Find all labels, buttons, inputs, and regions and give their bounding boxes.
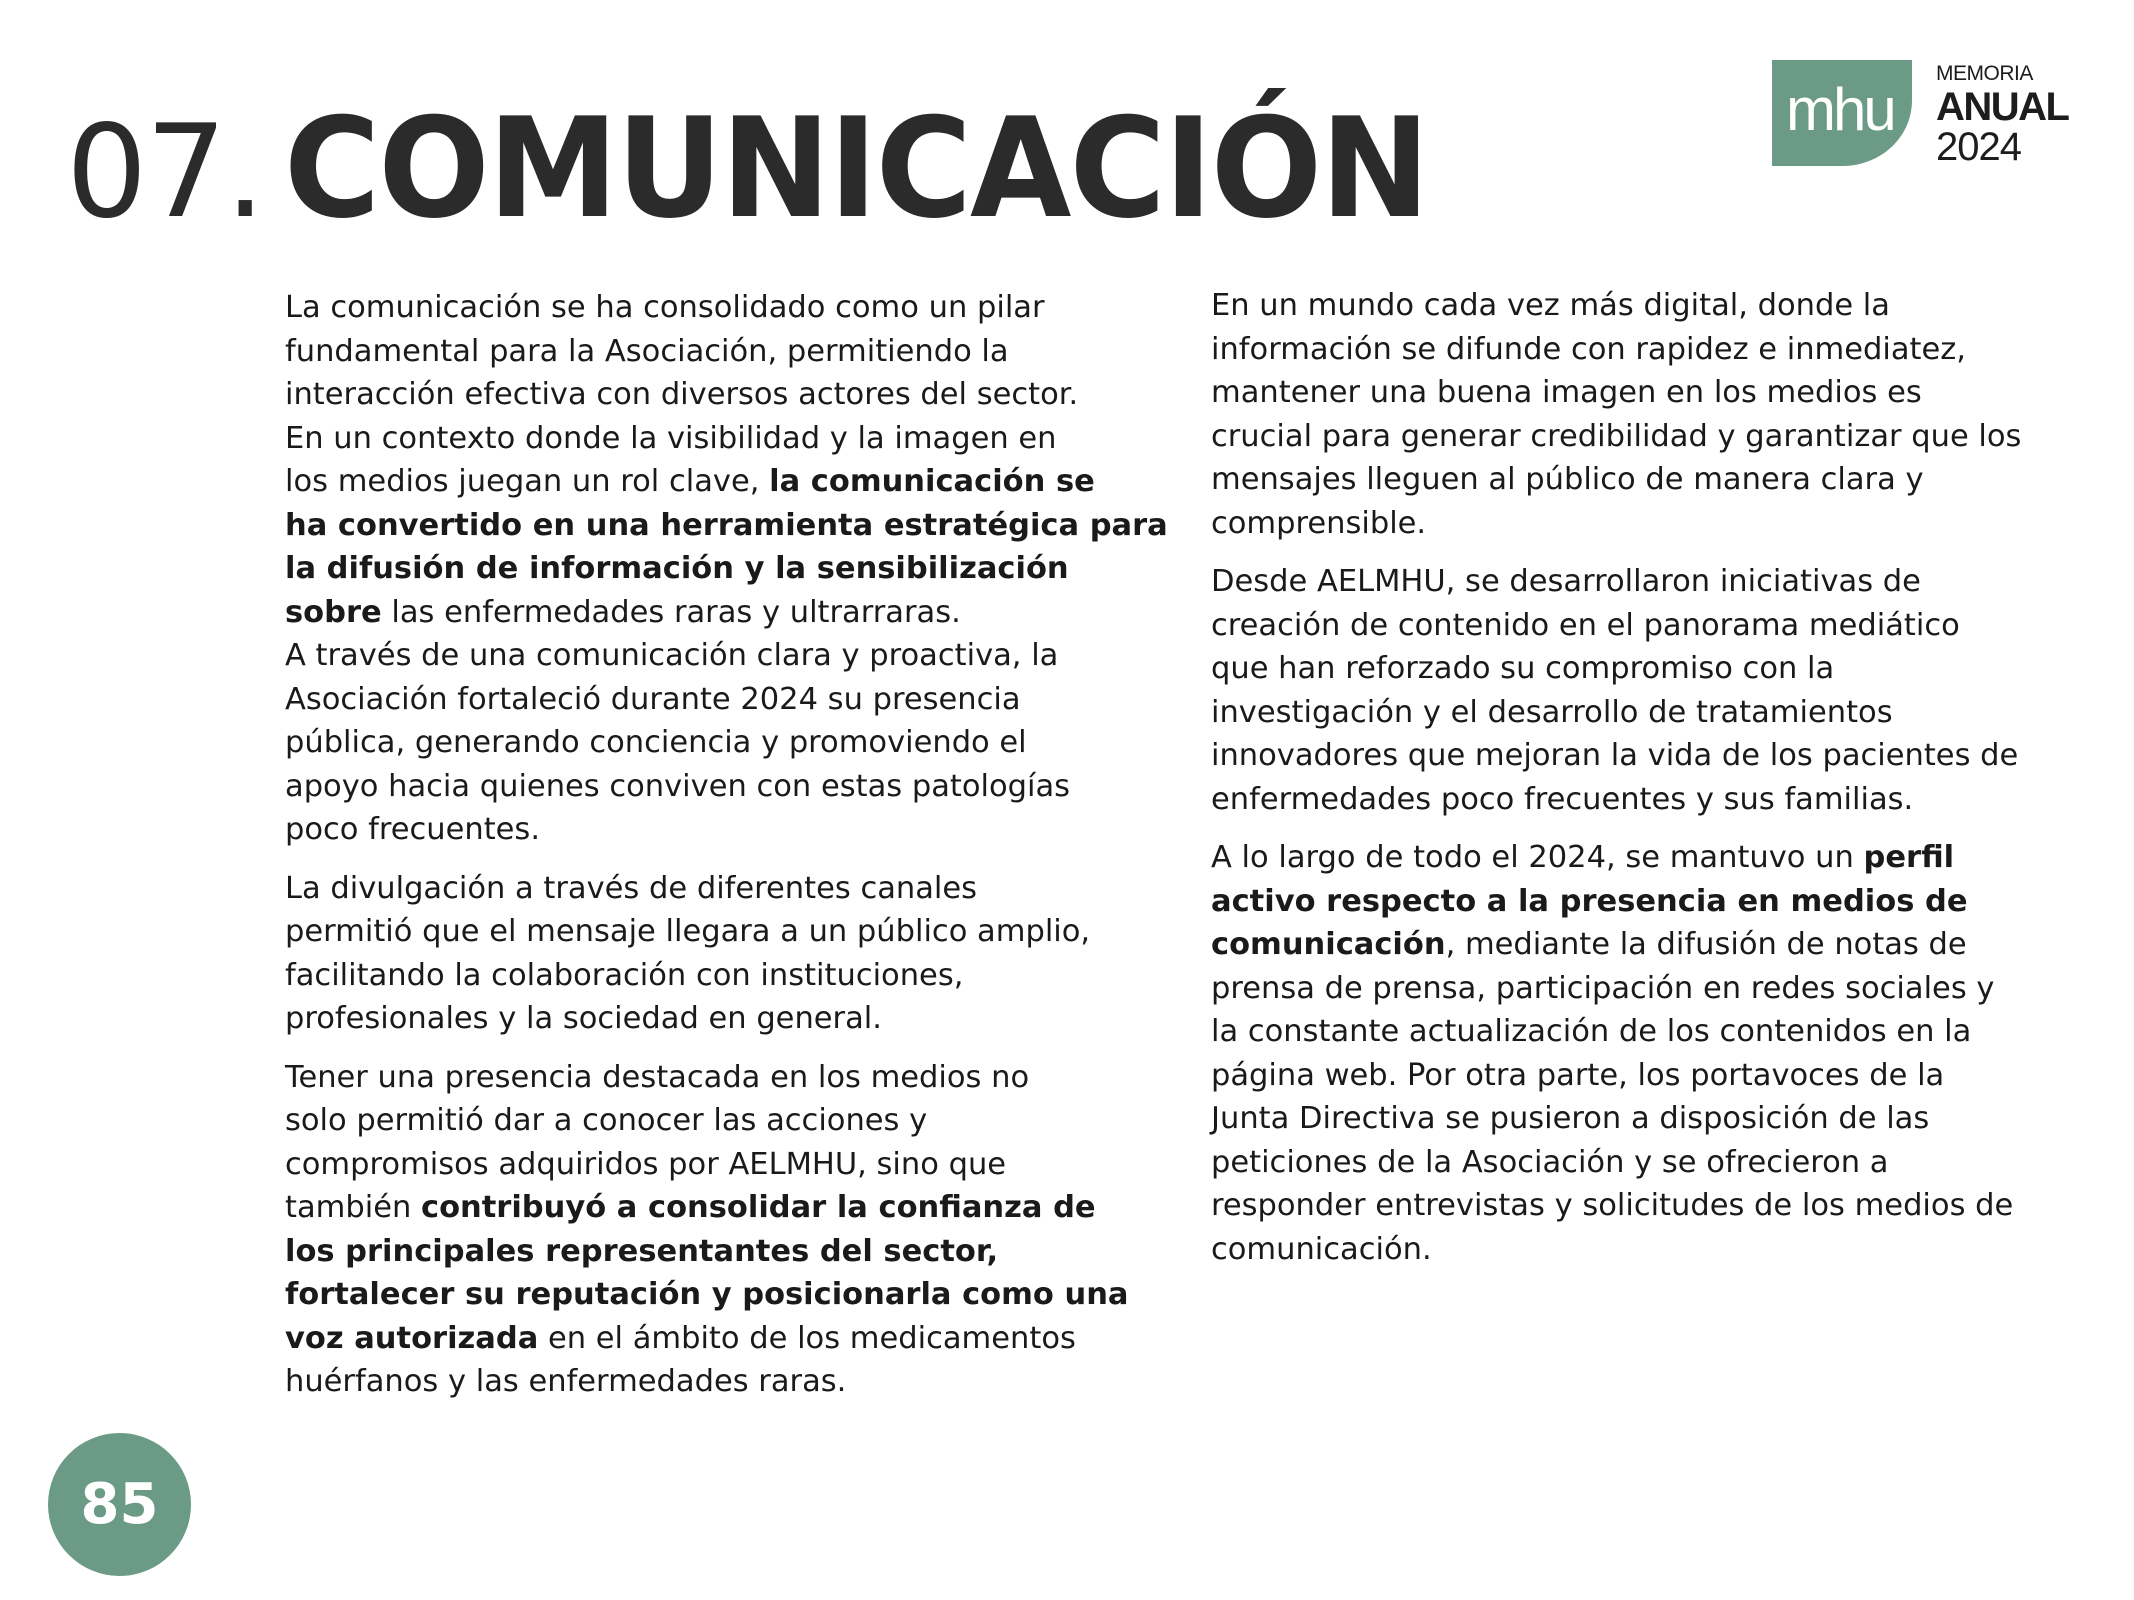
text-line xyxy=(1211,836,2011,880)
text-line: página web. Por otra parte, los portavoces de la xyxy=(1211,1057,1945,1093)
text-line: Desde AELMHU, se desarrollaron iniciativas de xyxy=(1211,564,1921,599)
text-line: fundamental para la Asociación, permitiendo la xyxy=(285,333,1009,369)
text-line: Asociación fortaleció durante 2024 su presencia xyxy=(285,681,1021,717)
right-paragraph-2 xyxy=(1211,560,2019,821)
page-number-badge xyxy=(48,1433,191,1576)
text-line: comprensible. xyxy=(1211,505,1427,541)
text-line: solo permitió dar a conocer las acciones y xyxy=(285,1103,928,1138)
text-line: En un contexto donde la visibilidad y la imagen en xyxy=(285,420,1057,456)
bold-text-line: la difusión de información y la sensibilización xyxy=(285,551,1069,586)
text-line xyxy=(285,591,1085,635)
bold-text-line: los principales representantes del sector, xyxy=(285,1233,999,1269)
logo-mark-text: mhu xyxy=(1786,76,1894,143)
bold-text: voz autorizada xyxy=(285,1320,539,1356)
mhu-logo-icon xyxy=(1772,60,1912,166)
bold-text-line: activo respecto a la presencia en medios de xyxy=(1211,883,1968,919)
text-segment: las enfermedades raras y ultrarraras. xyxy=(381,594,961,630)
text-line: mantener una buena imagen en los medios es xyxy=(1211,375,1922,410)
bold-text: contribuyó a consolidar la confianza de xyxy=(420,1190,1096,1225)
page-number: 85 xyxy=(80,1472,159,1537)
memoria-anual-logo xyxy=(1772,60,2072,170)
right-paragraph-3 xyxy=(1211,836,2014,1271)
text-line: profesionales y la sociedad en general. xyxy=(285,1001,882,1036)
logo-memoria: MEMORIA xyxy=(1936,62,2033,85)
text-line: La divulgación a través de diferentes canales xyxy=(285,870,978,906)
left-column xyxy=(285,286,1168,1419)
text-line: enfermedades poco frecuentes y sus familias. xyxy=(1211,781,1914,817)
text-line xyxy=(1211,923,2011,967)
text-segment: , mediante la difusión de notas de xyxy=(1445,927,1967,962)
text-line: investigación y el desarrollo de tratamientos xyxy=(1211,694,1893,730)
text-line: apoyo hacia quienes conviven con estas patologías xyxy=(285,768,1071,804)
text-line: la constante actualización de los contenidos en la xyxy=(1211,1014,1972,1049)
left-paragraph-1 xyxy=(285,286,1168,852)
text-line: huérfanos y las enfermedades raras. xyxy=(285,1364,847,1399)
right-column xyxy=(1211,284,2022,1286)
text-line: pública, generando conciencia y promoviendo el xyxy=(285,725,1027,760)
text-segment: también xyxy=(285,1190,421,1225)
bold-text: perfil xyxy=(1863,840,1955,875)
text-line xyxy=(285,1186,1096,1230)
text-line: compromisos adquiridos por AELMHU, sino que xyxy=(285,1146,1007,1182)
bold-text: la comunicación se xyxy=(769,464,1095,499)
text-line xyxy=(285,460,1095,504)
bold-text-line: ha convertido en una herramienta estratégica para xyxy=(285,507,1168,543)
logo-year: 2024 xyxy=(1936,125,2021,169)
text-segment: A lo largo de todo el 2024, se mantuvo un xyxy=(1211,840,1864,875)
text-line: facilitando la colaboración con instituciones, xyxy=(285,957,964,993)
text-line: peticiones de la Asociación y se ofrecieron a xyxy=(1211,1144,1889,1180)
text-line: permitió que el mensaje llegara a un público amplio, xyxy=(285,914,1091,949)
text-line: mensajes lleguen al público de manera clara y xyxy=(1211,462,1924,497)
text-line: Tener una presencia destacada en los medios no xyxy=(285,1059,1030,1095)
text-line: En un mundo cada vez más digital, donde la xyxy=(1211,288,1890,323)
text-line: comunicación. xyxy=(1211,1231,1432,1267)
left-paragraph-3 xyxy=(285,1056,1129,1404)
text-segment: los medios juegan un rol clave, xyxy=(285,464,770,499)
text-line: innovadores que mejoran la vida de los pacientes de xyxy=(1211,738,2019,773)
section-title: COMUNICACIÓN xyxy=(283,88,1428,249)
text-line: responder entrevistas y solicitudes de los medios de xyxy=(1211,1188,2014,1223)
bold-text-line: fortalecer su reputación y posicionarla como una xyxy=(285,1277,1129,1312)
text-line: creación de contenido en el panorama mediático xyxy=(1211,607,1960,643)
text-line: que han reforzado su compromiso con la xyxy=(1211,651,1835,686)
text-line: La comunicación se ha consolidado como un pilar xyxy=(285,290,1045,325)
text-line: prensa de prensa, participación en redes sociales y xyxy=(1211,970,1995,1006)
text-line: crucial para generar credibilidad y garantizar que los xyxy=(1211,418,2022,454)
text-line: información se difunde con rapidez e inmediatez, xyxy=(1211,331,1966,367)
section-number: 07. xyxy=(66,98,264,247)
text-line xyxy=(285,1317,1085,1361)
bold-text: comunicación xyxy=(1211,927,1446,962)
logo-anual: ANUAL xyxy=(1936,85,2069,129)
section-heading xyxy=(66,88,1488,258)
right-paragraph-1 xyxy=(1211,284,2022,545)
text-line: poco frecuentes. xyxy=(285,812,541,847)
text-line: A través de una comunicación clara y proactiva, la xyxy=(285,638,1059,673)
bold-text: sobre xyxy=(285,594,382,630)
text-line: interacción efectiva con diversos actores del sector. xyxy=(285,377,1079,412)
text-line: Junta Directiva se pusieron a disposición de las xyxy=(1211,1101,1930,1136)
logo-wordmark xyxy=(1936,60,2068,167)
text-segment: en el ámbito de los medicamentos xyxy=(538,1320,1076,1356)
left-paragraph-2 xyxy=(285,867,1091,1041)
